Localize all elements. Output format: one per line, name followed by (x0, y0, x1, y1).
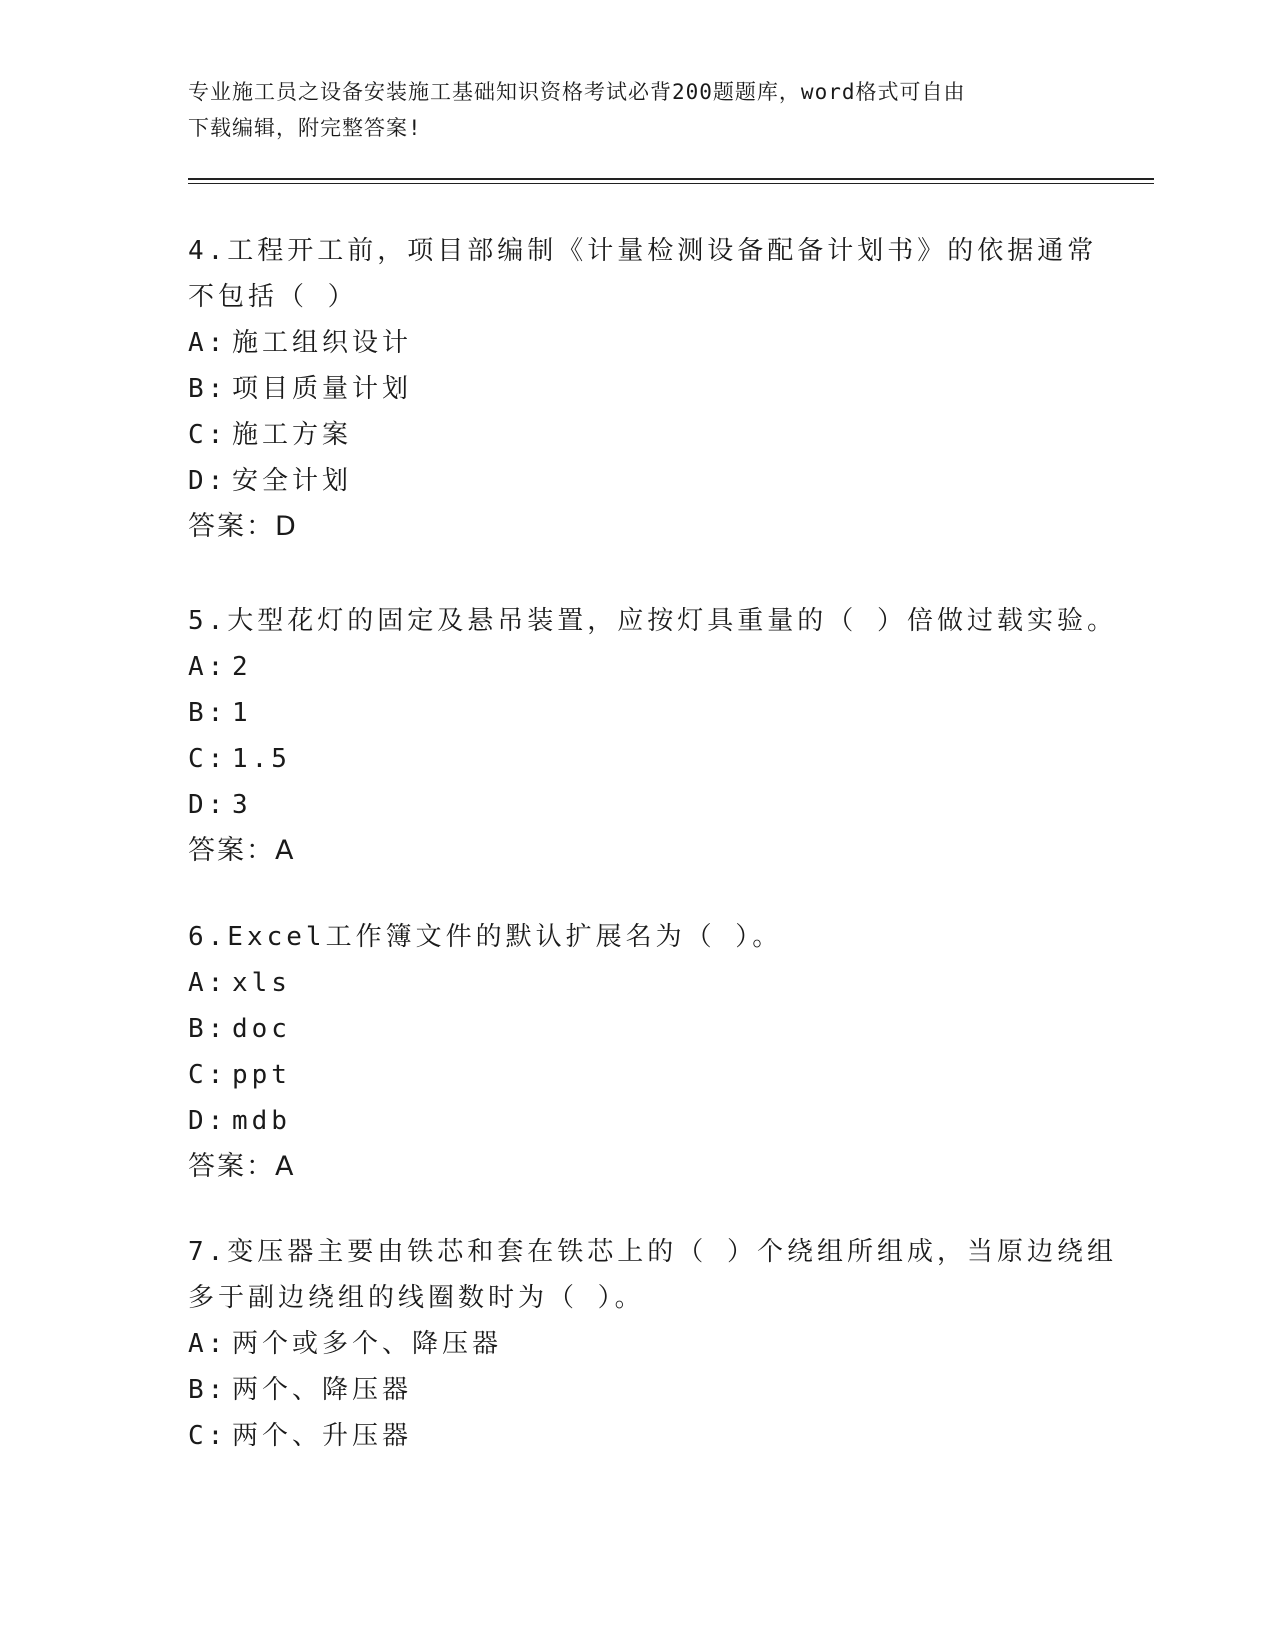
question-block (188, 1229, 1117, 1459)
answer-label: 答案：A (188, 835, 296, 866)
option-text: doc (232, 1014, 291, 1044)
option-c (188, 1052, 1088, 1098)
option-text: 1 (232, 698, 252, 728)
answer-label: 答案：A (188, 1151, 296, 1182)
option-key: A: (188, 652, 228, 682)
option-text: 3 (232, 790, 252, 820)
option-text: 两个、升压器 (232, 1421, 413, 1451)
option-a (188, 960, 1088, 1006)
header-line-1: 专业施工员之设备安装施工基础知识资格考试必背200题题库，word格式可自由 (188, 80, 966, 104)
question-stem-continued: 不包括（ ） (188, 282, 358, 312)
option-b (188, 366, 1088, 412)
question-block (188, 914, 1088, 1190)
option-key: A: (188, 1329, 228, 1359)
option-text: 安全计划 (232, 466, 353, 496)
option-text: 施工方案 (232, 420, 353, 450)
option-text: 项目质量计划 (232, 374, 413, 404)
question-stem-continued: 多于副边绕组的线圈数时为（ ）。 (188, 1283, 645, 1313)
option-key: C: (188, 1421, 228, 1451)
option-key: B: (188, 1014, 228, 1044)
answer-label: 答案：D (188, 511, 298, 542)
option-key: A: (188, 328, 228, 358)
header-divider-thin (188, 183, 1154, 184)
header-line-2: 下载编辑，附完整答案! (188, 116, 422, 140)
option-key: B: (188, 374, 228, 404)
question-stem: 6.Excel工作簿文件的默认扩展名为（ ）。 (188, 922, 783, 952)
option-text: 1.5 (232, 744, 291, 774)
option-text: xls (232, 968, 291, 998)
question-block (188, 228, 1098, 550)
option-key: C: (188, 1060, 228, 1090)
option-key: C: (188, 420, 228, 450)
option-text: 施工组织设计 (232, 328, 413, 358)
option-text: 2 (232, 652, 252, 682)
option-key: C: (188, 744, 228, 774)
option-key: B: (188, 698, 228, 728)
header-divider-thick (188, 178, 1154, 180)
question-stem: 7.变压器主要由铁芯和套在铁芯上的（ ）个绕组所组成，当原边绕组 (188, 1237, 1117, 1267)
option-d (188, 458, 1088, 504)
option-b (188, 1367, 1088, 1413)
option-c (188, 736, 1088, 782)
question-stem: 5.大型花灯的固定及悬吊装置，应按灯具重量的（ ）倍做过载实验。 (188, 606, 1117, 636)
option-key: D: (188, 790, 228, 820)
option-b (188, 690, 1088, 736)
option-b (188, 1006, 1088, 1052)
option-text: 两个、降压器 (232, 1375, 413, 1405)
option-text: ppt (232, 1060, 291, 1090)
question-block (188, 598, 1117, 874)
option-text: 两个或多个、降压器 (232, 1329, 503, 1359)
question-stem: 4.工程开工前，项目部编制《计量检测设备配备计划书》的依据通常 (188, 236, 1098, 266)
option-d (188, 1098, 1088, 1144)
option-key: B: (188, 1375, 228, 1405)
option-d (188, 782, 1088, 828)
document-header (188, 74, 1088, 146)
option-a (188, 1321, 1088, 1367)
option-c (188, 412, 1088, 458)
option-c (188, 1413, 1088, 1459)
option-key: D: (188, 1106, 228, 1136)
option-a (188, 320, 1088, 366)
option-text: mdb (232, 1106, 291, 1136)
option-key: A: (188, 968, 228, 998)
option-key: D: (188, 466, 228, 496)
option-a (188, 644, 1088, 690)
